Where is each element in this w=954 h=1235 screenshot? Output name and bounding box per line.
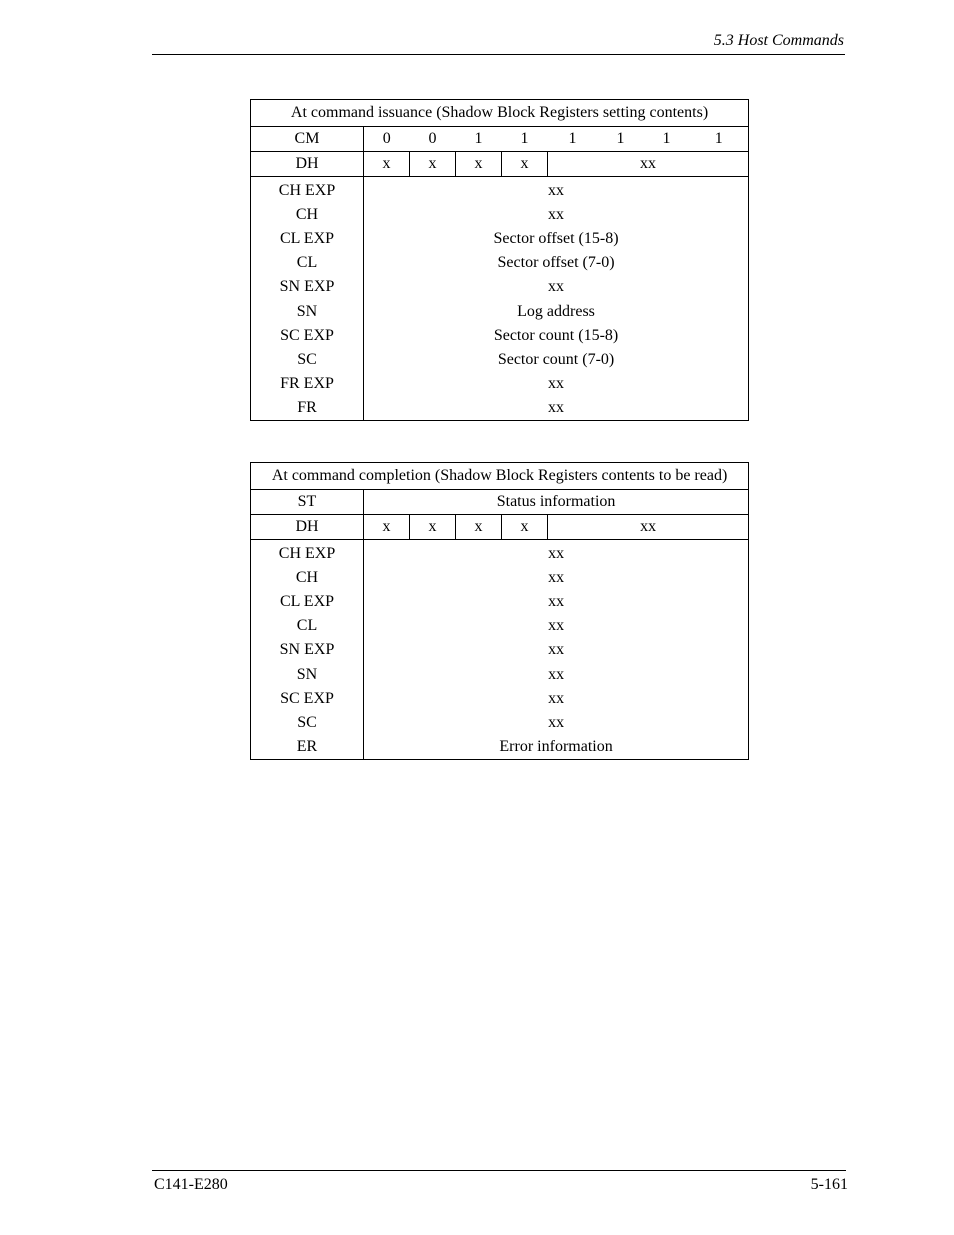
- register-value: xx: [364, 177, 749, 204]
- table-row: [251, 203, 749, 227]
- cm-bit-6: 0: [410, 127, 456, 152]
- dh-row: [251, 515, 749, 540]
- dh-low-bits: xx: [548, 515, 749, 540]
- register-label: FR: [251, 396, 364, 421]
- table-row: [251, 735, 749, 760]
- register-label: CH EXP: [251, 177, 364, 204]
- register-value: xx: [364, 614, 749, 638]
- register-value: xx: [364, 396, 749, 421]
- register-value: xx: [364, 687, 749, 711]
- dh-bit-7: x: [364, 152, 410, 177]
- register-label: CH EXP: [251, 540, 364, 567]
- dh-bit-4: x: [502, 152, 548, 177]
- table-row: [251, 275, 749, 299]
- st-label: ST: [251, 490, 364, 515]
- issuance-register-table: [250, 99, 749, 421]
- dh-bit-5: x: [456, 152, 502, 177]
- register-value: xx: [364, 590, 749, 614]
- register-value: xx: [364, 711, 749, 735]
- page-footer: [152, 1170, 848, 1193]
- section-title: 5.3 Host Commands: [713, 32, 844, 49]
- register-label: CL: [251, 614, 364, 638]
- st-value: Status information: [364, 490, 749, 515]
- page-header: [152, 30, 845, 55]
- register-value: xx: [364, 372, 749, 396]
- completion-register-table: [250, 462, 749, 760]
- dh-row: [251, 152, 749, 177]
- register-label: SN: [251, 299, 364, 323]
- cm-bit-5: 1: [456, 127, 502, 152]
- register-value: xx: [364, 566, 749, 590]
- register-value: Sector count (7-0): [364, 348, 749, 372]
- table-row: [251, 348, 749, 372]
- table-row: [251, 711, 749, 735]
- table-row: [251, 227, 749, 251]
- table-row: [251, 324, 749, 348]
- register-label: CL EXP: [251, 227, 364, 251]
- register-label: CL: [251, 251, 364, 275]
- register-value: xx: [364, 203, 749, 227]
- table-row: [251, 177, 749, 204]
- register-label: CH: [251, 566, 364, 590]
- cm-bit-0: 1: [690, 127, 749, 152]
- cm-bit-1: 1: [644, 127, 690, 152]
- cm-row: [251, 127, 749, 152]
- st-row: [251, 490, 749, 515]
- table-row: [251, 687, 749, 711]
- table-row: [251, 590, 749, 614]
- register-value: Error information: [364, 735, 749, 760]
- cm-bit-2: 1: [598, 127, 644, 152]
- register-label: SC: [251, 711, 364, 735]
- dh-bit-7: x: [364, 515, 410, 540]
- dh-bit-5: x: [456, 515, 502, 540]
- table-row: [251, 540, 749, 567]
- dh-low-bits: xx: [548, 152, 749, 177]
- register-value: Sector offset (7-0): [364, 251, 749, 275]
- register-value: Sector count (15-8): [364, 324, 749, 348]
- register-label: ER: [251, 735, 364, 760]
- register-label: SN EXP: [251, 638, 364, 662]
- dh-label: DH: [251, 515, 364, 540]
- register-label: SC EXP: [251, 687, 364, 711]
- register-value: xx: [364, 638, 749, 662]
- dh-label: DH: [251, 152, 364, 177]
- document-id: C141-E280: [154, 1176, 228, 1193]
- register-value: Sector offset (15-8): [364, 227, 749, 251]
- register-label: FR EXP: [251, 372, 364, 396]
- register-value: xx: [364, 540, 749, 567]
- register-label: SC: [251, 348, 364, 372]
- page-number: 5-161: [810, 1176, 848, 1193]
- register-label: SN EXP: [251, 275, 364, 299]
- table-row: [251, 614, 749, 638]
- table-row: [251, 396, 749, 421]
- table-row: [251, 372, 749, 396]
- register-label: CH: [251, 203, 364, 227]
- register-value: xx: [364, 662, 749, 686]
- dh-bit-4: x: [502, 515, 548, 540]
- table-row: [251, 299, 749, 323]
- register-label: SN: [251, 662, 364, 686]
- table-row: [251, 251, 749, 275]
- table-row: [251, 638, 749, 662]
- register-value: Log address: [364, 299, 749, 323]
- cm-bit-4: 1: [502, 127, 548, 152]
- dh-bit-6: x: [410, 515, 456, 540]
- completion-table-title: At command completion (Shadow Block Registers contents to be read): [251, 463, 749, 490]
- cm-label: CM: [251, 127, 364, 152]
- table-row: [251, 566, 749, 590]
- register-label: CL EXP: [251, 590, 364, 614]
- table-row: [251, 662, 749, 686]
- issuance-table-title: At command issuance (Shadow Block Registers setting contents): [251, 100, 749, 127]
- dh-bit-6: x: [410, 152, 456, 177]
- register-label: SC EXP: [251, 324, 364, 348]
- cm-bit-3: 1: [548, 127, 598, 152]
- register-value: xx: [364, 275, 749, 299]
- cm-bit-7: 0: [364, 127, 410, 152]
